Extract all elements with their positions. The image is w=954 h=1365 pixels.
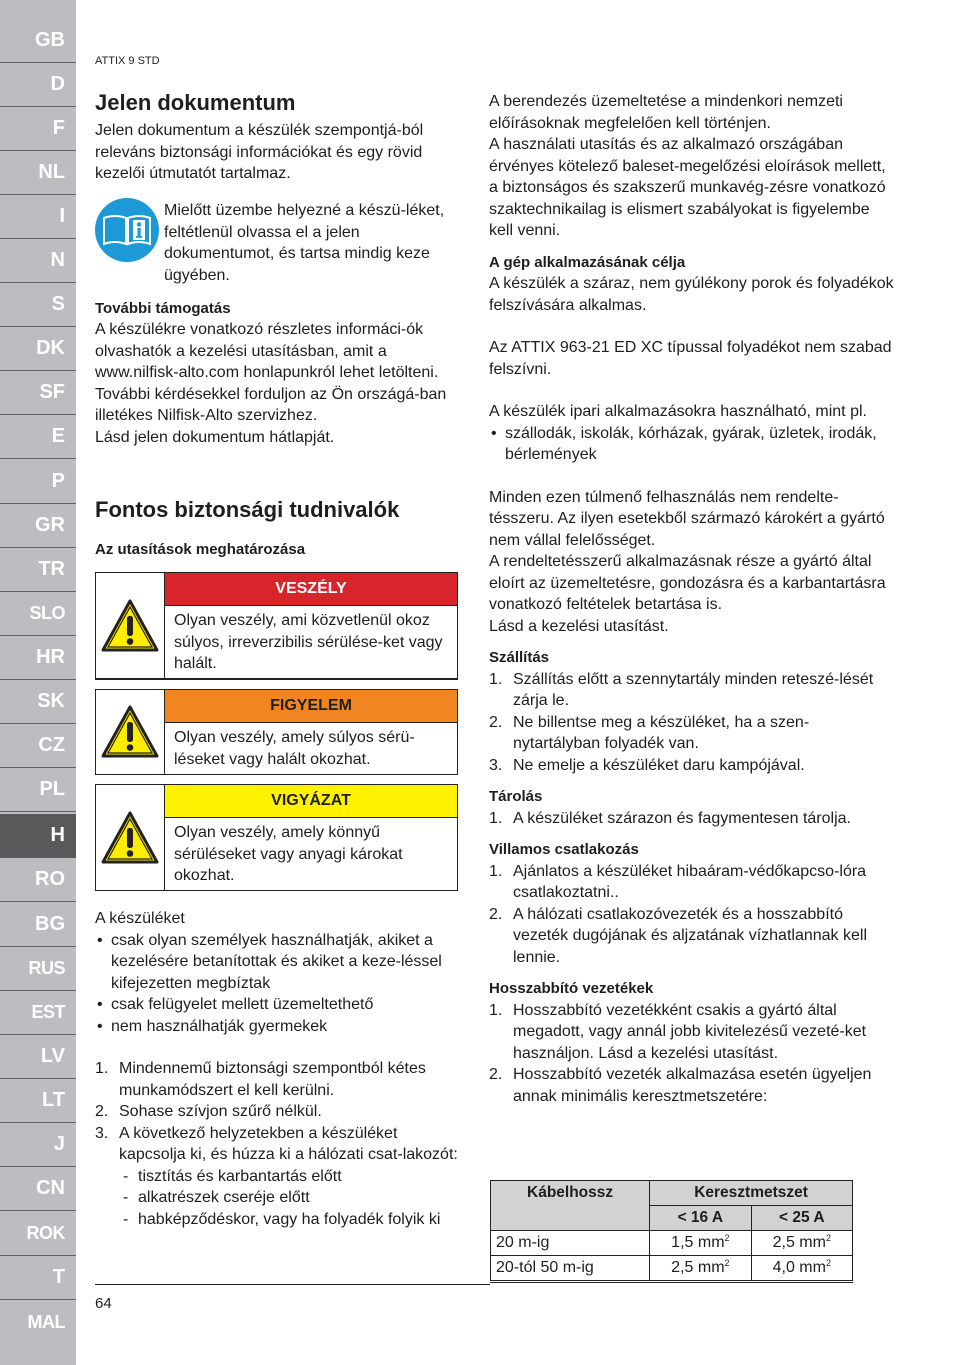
cell-length: 20 m-ig xyxy=(491,1231,650,1256)
cable-section-table xyxy=(490,1180,853,1283)
lang-tab-bg[interactable]: BG xyxy=(0,903,76,947)
lang-tab-j[interactable]: J xyxy=(0,1123,76,1167)
doc-intro: Jelen dokumentum a készülék szempontjá-ból releváns biztonsági információkat és egy rövid kezelői útmutatót tartalmaz. xyxy=(95,122,424,182)
list-item: 3. A következő helyzetekben a készüléket kapcsolja ki, és húzza ki a hálózati csat-lakozót: - tisztítás és karbantartás előtt - alkatrészek cseréje előtt - habképződéskor, vagy ha folyadék folyik ki xyxy=(95,1123,460,1231)
lang-tab-sk[interactable]: SK xyxy=(0,680,76,724)
lang-tab-est[interactable]: EST xyxy=(0,991,76,1035)
col-header-16a: < 16 A xyxy=(650,1206,751,1231)
col-header-25a: < 25 A xyxy=(751,1206,852,1231)
purpose-text-2: Az ATTIX 963-21 ED XC típussal folyadékot nem szabad felszívni. xyxy=(489,339,892,378)
lang-tab-rus[interactable]: RUS xyxy=(0,947,76,991)
list-item: 1. Hosszabbító vezetékként csakis a gyártó által megadott, vagy annál jobb kivitelezésű vezeté-ket használjon. Lásd a kezelési utasítást. xyxy=(489,1001,867,1062)
support-text-3: Lásd jelen dokumentum hátlapját. xyxy=(95,428,335,446)
lang-tab-rok[interactable]: ROK xyxy=(0,1212,76,1256)
support-title: További támogatás xyxy=(95,300,231,317)
language-sidebar xyxy=(0,0,76,1365)
list-item: • csak olyan személyek használhatják, akiket a kezelésére betanítottak és akiket a keze-léssel kifejezetten megbíztak xyxy=(95,930,460,995)
transport-list xyxy=(489,669,894,777)
col-header-length: Kábelhossz xyxy=(491,1181,650,1231)
warning-label: FIGYELEM xyxy=(165,690,457,723)
operation-text-1: A berendezés üzemeltetése a mindenkori nemzeti előírásoknak megfelelően kell történjen. xyxy=(489,93,843,132)
danger-label: VESZÉLY xyxy=(165,573,457,606)
cell-25a: 4,0 $mm^2$ xyxy=(751,1256,852,1282)
lang-tab-cz[interactable]: CZ xyxy=(0,724,76,768)
lang-tab-lt[interactable]: LT xyxy=(0,1079,76,1123)
lang-tab-s[interactable]: S xyxy=(0,283,76,327)
caution-text: Olyan veszély, amely könnyű sérüléseket vagy anyagi károkat okozhat. xyxy=(174,824,403,884)
purpose-title: A gép alkalmazásának célja xyxy=(489,253,686,271)
left-column xyxy=(95,90,460,185)
warning-box-caution xyxy=(95,784,458,891)
list-item: • nem használhatják gyermekek xyxy=(95,1016,460,1038)
device-usage-section xyxy=(95,908,460,1230)
lang-tab-nl[interactable]: NL xyxy=(0,151,76,195)
list-item: 1. A készüléket szárazon és fagymentesen tárolja. xyxy=(489,809,851,827)
danger-text: Olyan veszély, ami közvetlenül okoz súlyos, irreverzibilis sérülése-ket vagy halált. xyxy=(174,612,443,672)
lang-tab-mal[interactable]: MAL xyxy=(27,1311,65,1332)
list-item: 2. A hálózati csatlakozóvezeték és a hosszabbító vezeték dugójának és aljzatának vízhatlannak kell lennie. xyxy=(489,905,867,966)
list-item: • csak felügyelet mellett üzemeltethető xyxy=(95,994,460,1016)
caution-label: VIGYÁZAT xyxy=(165,785,457,818)
storage-title: Tárolás xyxy=(489,788,543,805)
rules-list xyxy=(95,1058,460,1230)
lang-tab-tr[interactable]: TR xyxy=(0,548,76,592)
lang-tab-h[interactable]: H xyxy=(0,814,76,858)
col-header-section: Keresztmetszet xyxy=(650,1181,853,1206)
definitions-title: Az utasítások meghatározása xyxy=(95,541,306,558)
cell-25a: 2,5 $mm^2$ xyxy=(751,1231,852,1256)
warning-box-danger xyxy=(95,572,458,680)
cell-16a: 2,5 $mm^2$ xyxy=(650,1256,751,1282)
read-notice xyxy=(164,200,459,286)
lang-tab-dk[interactable]: DK xyxy=(0,327,76,371)
cell-16a: 1,5 $mm^2$ xyxy=(650,1231,751,1256)
support-text-1: A készülékre vonatkozó részletes informáci-ók olvashatók a kezelési utasításban, amit a www.nilfisk-alto.com honlapunkról lehet letölteni. xyxy=(95,321,439,381)
device-bullet-list xyxy=(95,930,460,1038)
support-section xyxy=(95,300,460,448)
lang-tab-e[interactable]: E xyxy=(0,415,76,459)
lang-tab-pl[interactable]: PL xyxy=(0,768,76,812)
lang-tab-lv[interactable]: LV xyxy=(0,1035,76,1079)
right-column xyxy=(489,91,894,1107)
read-notice-text: Mielőtt üzembe helyezné a készü-léket, feltétlenül olvassa el a jelen dokumentumot, és tartsa mindig keze ügyében. xyxy=(164,202,445,284)
list-item: 1. Ajánlatos a készüléket hibaáram-védőkapcso-lóra csatlakoztatni.. xyxy=(489,862,867,901)
purpose-text-6: Lásd a kezelési utasítást. xyxy=(489,617,669,635)
list-item: 2. Sohase szívjon szűrő nélkül. xyxy=(95,1103,322,1120)
extension-title: Hosszabbító vezetékek xyxy=(489,980,654,997)
warning-box-warning xyxy=(95,689,458,775)
lang-tab-t[interactable]: T xyxy=(0,1256,76,1300)
purpose-text-3: A készülék ipari alkalmazásokra használható, mint pl. xyxy=(489,403,867,420)
purpose-text-5: A rendeltetésszerű alkalmazásnak része a gyártó által eloírt az üzemeltetésre, gondozásra és a karbantartásra vonatkozó feltételek betartása is. xyxy=(489,553,886,613)
transport-title: Szállítás xyxy=(489,649,550,666)
warning-triangle-icon xyxy=(100,704,160,760)
warning-text: Olyan veszély, amely súlyos sérü-léseket vagy halált okozhat. xyxy=(174,729,415,768)
doc-title: Jelen dokumentum xyxy=(95,90,296,115)
cell-length: 20-tól 50 m-ig xyxy=(491,1256,650,1282)
lang-tab-p[interactable]: P xyxy=(0,460,76,504)
warning-triangle-icon xyxy=(100,810,160,866)
lang-tab-ro[interactable]: RO xyxy=(0,858,76,902)
safety-title: Fontos biztonsági tudnivalók xyxy=(95,497,400,522)
purpose-bullet-list xyxy=(489,423,894,466)
model-header: ATTIX 9 STD xyxy=(95,55,160,67)
read-manual-icon xyxy=(95,198,159,262)
lang-tab-sf[interactable]: SF xyxy=(0,371,76,415)
lang-tab-d[interactable]: D xyxy=(0,63,76,107)
lang-tab-hr[interactable]: HR xyxy=(0,636,76,680)
lang-tab-slo[interactable]: SLO xyxy=(0,592,76,636)
electric-list xyxy=(489,861,894,969)
list-item: - tisztítás és karbantartás előtt xyxy=(119,1166,460,1188)
device-intro: A készüléket xyxy=(95,910,185,927)
lang-tab-f[interactable]: F xyxy=(0,107,76,151)
rule3-sublist xyxy=(119,1166,460,1231)
table-row xyxy=(491,1256,853,1282)
table-row xyxy=(491,1231,853,1256)
operation-text-2: A használati utasítás és az alkalmazó országában érvényes kötelező baleset-megelőzési eloírások mellett, a biztonságos és szakszerű munkavég-zésre vonatkozó szaktechnikailag is elismert szabályokat is figyelembe kell venni. xyxy=(489,136,886,239)
list-item: 2. Ne billentse meg a készüléket, ha a szen-nytartályban folyadék van. xyxy=(489,713,810,752)
storage-list xyxy=(489,808,894,830)
list-item: - alkatrészek cseréje előtt xyxy=(119,1187,460,1209)
lang-tab-gr[interactable]: GR xyxy=(0,504,76,548)
lang-tab-i[interactable]: I xyxy=(0,195,76,239)
electric-title: Villamos csatlakozás xyxy=(489,841,639,858)
lang-tab-cn[interactable]: CN xyxy=(0,1167,76,1211)
list-item: • szállodák, iskolák, kórházak, gyárak, üzletek, irodák, bérlemények xyxy=(489,423,894,466)
list-item: 1. Szállítás előtt a szennytartály minden reteszé-lését zárja le. xyxy=(489,670,874,709)
lang-tab-n[interactable]: N xyxy=(0,239,76,283)
page-number: 64 xyxy=(95,1295,112,1312)
purpose-text-1: A készülék a száraz, nem gyúlékony porok és folyadékok felszívására alkalmas. xyxy=(489,275,894,314)
extension-list xyxy=(489,1000,894,1108)
purpose-text-4: Minden ezen túlmenő felhasználás nem rendelte-tésszeru. Az ilyen esetekből származó károkért a gyártó nem vállal felelősséget. xyxy=(489,488,885,549)
list-item: 2. Hosszabbító vezeték alkalmazása esetén ügyeljen annak minimális keresztmetszetére: xyxy=(489,1066,872,1105)
warning-triangle-icon xyxy=(100,598,160,654)
list-item: - habképződéskor, vagy ha folyadék folyik ki xyxy=(119,1209,460,1231)
list-item: 1. Mindennemű biztonsági szempontból kétes munkamódszert el kell kerülni. xyxy=(95,1060,426,1099)
lang-tab-gb[interactable]: GB xyxy=(0,19,76,63)
footer-divider xyxy=(95,1284,490,1285)
list-item: 3. Ne emelje a készüléket daru kampójával. xyxy=(489,756,805,774)
support-text-2: További kérdésekkel forduljon az Ön országá-ban illetékes Nilfisk-Alto szervizhez. xyxy=(95,385,447,424)
safety-section xyxy=(95,497,460,558)
